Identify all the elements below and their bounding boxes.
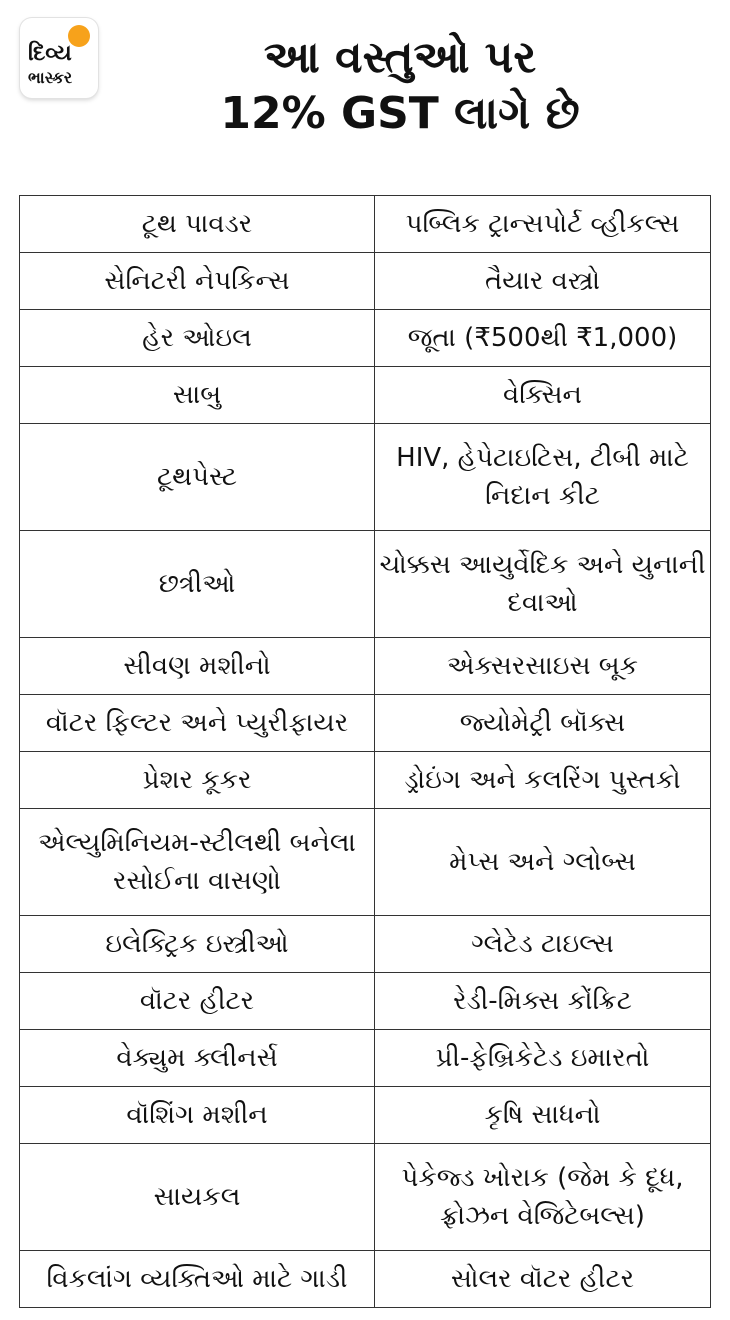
table-cell-right: તૈયાર વસ્ત્રો <box>375 253 711 310</box>
table-cell-right: કૃષિ સાધનો <box>375 1087 711 1144</box>
table-row <box>20 367 711 424</box>
table-cell-right: સોલર વૉટર હીટર <box>375 1251 711 1308</box>
table-cell-left: ટૂથપેસ્ટ <box>20 424 375 531</box>
table-cell-left: ઇલેક્ટ્રિક ઇસ્ત્રીઓ <box>20 916 375 973</box>
table-row <box>20 1251 711 1308</box>
table-cell-left: વૉશિંગ મશીન <box>20 1087 375 1144</box>
title-line1: આ વસ્તુઓ પર <box>263 32 537 83</box>
table-cell-right: રેડી-મિક્સ કોંક્રિટ <box>375 973 711 1030</box>
table-row <box>20 196 711 253</box>
table-row <box>20 253 711 310</box>
table-row <box>20 752 711 809</box>
gst-items-table <box>19 195 711 1308</box>
table-cell-left: વૉટર હીટર <box>20 973 375 1030</box>
table-cell-right: મેપ્સ અને ગ્લોબ્સ <box>375 809 711 916</box>
table-row <box>20 916 711 973</box>
table-cell-left: પ્રેશર કૂકર <box>20 752 375 809</box>
table-cell-right: વેક્સિન <box>375 367 711 424</box>
table-cell-left: હેર ઓઇલ <box>20 310 375 367</box>
table-cell-left: વૉટર ફિલ્ટર અને પ્યુરીફાયર <box>20 695 375 752</box>
table-row <box>20 1030 711 1087</box>
table-cell-right: ગ્લેટેડ ટાઇલ્સ <box>375 916 711 973</box>
table-cell-left: સાયકલ <box>20 1144 375 1251</box>
table-cell-left: વિકલાંગ વ્યક્તિઓ માટે ગાડી <box>20 1251 375 1308</box>
title-line2: 12% GST લાગે છે <box>220 88 580 139</box>
table-cell-left: સાબુ <box>20 367 375 424</box>
table-cell-right: પેકેજ્ડ ખોરાક (જેમ કે દૂધ, ફ્રોઝન વેજિટેબલ્સ) <box>375 1144 711 1251</box>
logo-text-line2: ભાસ્કર <box>28 68 73 87</box>
table-row <box>20 973 711 1030</box>
table-cell-right: ડ્રોઇંગ અને કલરિંગ પુસ્તકો <box>375 752 711 809</box>
table-cell-left: સેનિટરી નેપકિન્સ <box>20 253 375 310</box>
table-cell-left: છત્રીઓ <box>20 531 375 638</box>
table-row <box>20 310 711 367</box>
table-cell-left: વેક્યુમ ક્લીનર્સ <box>20 1030 375 1087</box>
table-cell-right: જ્યોમેટ્રી બૉક્સ <box>375 695 711 752</box>
table-cell-right: એક્સરસાઇસ બૂક <box>375 638 711 695</box>
table-cell-right: પબ્લિક ટ્રાન્સપોર્ટ વ્હીકલ્સ <box>375 196 711 253</box>
table-cell-left: સીવણ મશીનો <box>20 638 375 695</box>
table-row <box>20 638 711 695</box>
logo-text-line1: દિવ્ય <box>28 41 72 66</box>
table-row <box>20 695 711 752</box>
page-title <box>110 30 690 142</box>
table-cell-right: ચોક્કસ આયુર્વેદિક અને યુનાની દવાઓ <box>375 531 711 638</box>
table-row <box>20 1144 711 1251</box>
table-cell-right: જૂતા (₹500થી ₹1,000) <box>375 310 711 367</box>
table-row <box>20 531 711 638</box>
table-cell-right: પ્રી-ફેબ્રિકેટેડ ઇમારતો <box>375 1030 711 1087</box>
table-row <box>20 424 711 531</box>
divya-bhaskar-logo <box>20 18 98 98</box>
table-cell-right: HIV, હેપેટાઇટિસ, ટીબી માટે નિદાન કીટ <box>375 424 711 531</box>
table-cell-left: ટૂથ પાવડર <box>20 196 375 253</box>
table-row <box>20 809 711 916</box>
table-cell-left: એલ્યુમિનિયમ-સ્ટીલથી બનેલા રસોઈના વાસણો <box>20 809 375 916</box>
table-row <box>20 1087 711 1144</box>
